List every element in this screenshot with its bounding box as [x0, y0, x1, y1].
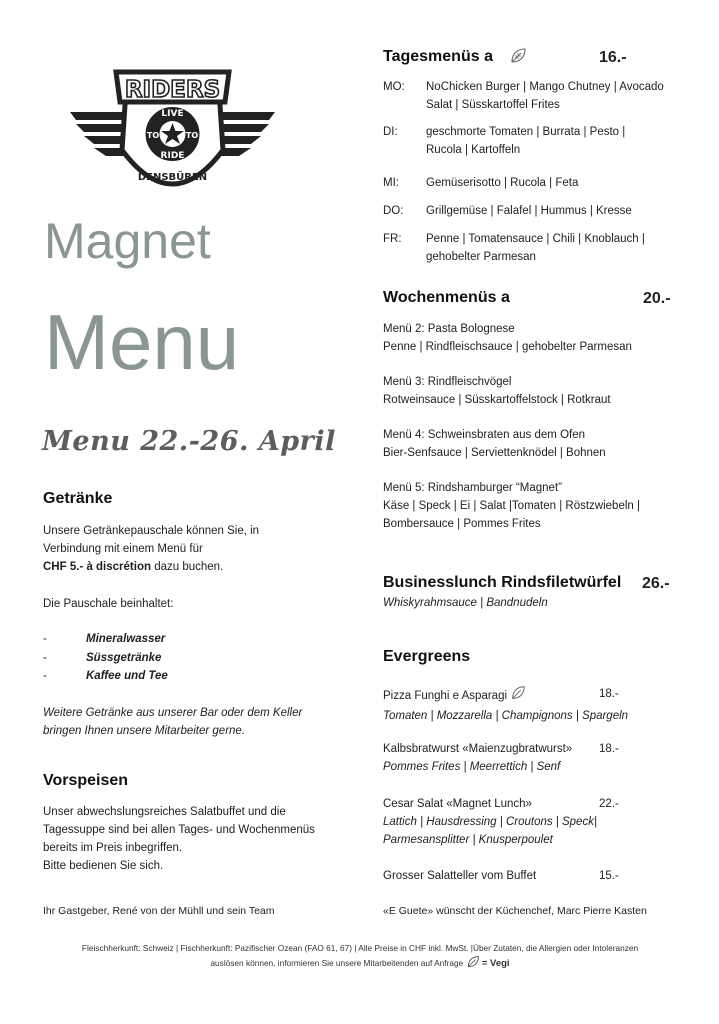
weekly-menu-title: Menü 3: Rindfleischvögel [383, 376, 512, 388]
weekly-menu-desc: Bier-Senfsauce | Serviettenknödel | Bohnen [383, 447, 606, 459]
drinks-list [43, 630, 293, 686]
day-dish-line: Grillgemüse | Falafel | Hummus | Kresse [426, 205, 632, 217]
weekly-menu-title: Menü 4: Schweinsbraten aus dem Ofen [383, 429, 586, 441]
footer-line-2: auslösen können, informieren Sie unsere Mitarbeitenden auf Anfrage [210, 958, 464, 969]
chef-line: «E Guete» wünscht der Küchenchef, Marc Pierre Kasten [383, 905, 647, 917]
evergreen-price: 18.- [599, 743, 619, 755]
drinks-intro [43, 522, 343, 576]
logo-slogan-left: TO [146, 131, 160, 140]
weekly-menu-desc: Rotweinsauce | Süsskartoffelstock | Rotkraut [383, 394, 611, 406]
title-menu: Menu [44, 298, 240, 386]
daily-price: 16.- [599, 49, 627, 66]
day-dish-line: geschmorte Tomaten | Burrata | Pesto | [426, 126, 626, 138]
day-dish-line: Gemüserisotto | Rucola | Feta [426, 177, 579, 189]
weekly-menu-desc: Penne | Rindfleischsauce | gehobelter Parmesan [383, 341, 632, 353]
weekly-menu [383, 426, 703, 462]
list-dash: - [43, 651, 47, 664]
footer-line-2-wrap [30, 955, 690, 973]
menu-dates: Menu 22.-26. April [42, 426, 336, 457]
drinks-intro-line-1: Unsere Getränkepauschale können Sie, in [43, 525, 260, 537]
drinks-heading: Getränke [43, 490, 113, 507]
title-magnet: Magnet [44, 213, 211, 269]
evergreen-item [383, 740, 703, 776]
list-item [43, 649, 293, 668]
drinks-note-line-2: bringen Ihnen unsere Mitarbeiter gerne. [43, 725, 246, 737]
logo-brand-text: RIDERS [124, 77, 221, 103]
drinks-price: CHF 5.- à discrétion [43, 561, 151, 573]
day-dish-line: Penne | Tomatensauce | Chili | Knoblauch | [426, 233, 645, 245]
day-dish [426, 231, 686, 266]
day-dish [426, 203, 686, 221]
leaf-icon [510, 685, 526, 707]
day-dish-line: Salat | Süsskartoffel Frites [426, 98, 560, 111]
drinks-price-rest: dazu buchen. [151, 561, 224, 573]
day-label: DI: [383, 126, 398, 138]
riders-logo [70, 50, 275, 210]
day-dish [426, 124, 686, 159]
day-label: MI: [383, 177, 399, 189]
weekly-heading: Wochenmenüs a [383, 289, 510, 306]
logo-slogan-top: LIVE [161, 109, 184, 119]
vegi-legend: = Vegi [481, 958, 510, 970]
drinks-item-label: Mineralwasser [86, 633, 166, 645]
day-label: FR: [383, 233, 402, 245]
list-item [43, 630, 293, 649]
evergreen-item [383, 685, 703, 725]
list-dash: - [43, 633, 47, 645]
logo-place: DENSBÜREN [137, 172, 208, 183]
evergreen-item [383, 867, 703, 885]
drinks-item-label: Kaffee und Tee [86, 670, 168, 682]
evergreen-name: Grosser Salatteller vom Buffet [383, 870, 537, 882]
evergreen-item [383, 795, 703, 849]
evergreen-price: 15.- [599, 870, 619, 882]
evergreen-desc: Pommes Frites | Meerrettich | Senf [383, 761, 561, 773]
drinks-item-label: Süssgetränke [86, 651, 162, 664]
day-dish [426, 175, 686, 193]
business-desc: Whiskyrahmsauce | Bandnudeln [383, 597, 548, 609]
evergreen-desc: Parmesansplitter | Knusperpoulet [383, 834, 553, 846]
day-dish-line: Rucola | Kartoffeln [426, 143, 521, 156]
footer-note [30, 941, 690, 973]
list-dash: - [43, 670, 47, 682]
daily-heading: Tagesmenüs a [383, 48, 493, 65]
day-label: DO: [383, 205, 404, 217]
evergreen-name-line [383, 685, 703, 707]
starters-heading: Vorspeisen [43, 772, 129, 789]
weekly-menu-title: Menü 2: Pasta Bolognese [383, 323, 515, 335]
evergreen-price: 18.- [599, 688, 619, 700]
leaf-icon [466, 955, 480, 973]
business-price: 26.- [642, 575, 670, 592]
evergreen-name: Pizza Funghi e Asparagi [383, 690, 508, 703]
day-dish-line: gehobelter Parmesan [426, 250, 536, 263]
day-dish [426, 79, 686, 114]
evergreen-price: 22.- [599, 798, 619, 810]
weekly-menu [383, 373, 703, 409]
logo-slogan-bottom: RIDE [160, 151, 185, 161]
day-dish-line: NoChicken Burger | Mango Chutney | Avocado [426, 81, 664, 93]
leaf-icon [509, 47, 527, 70]
drinks-price-line [43, 558, 343, 576]
starters-line: Bitte bedienen Sie sich. [43, 860, 164, 872]
host-line: Ihr Gastgeber, René von der Mühll und sein Team [43, 905, 275, 917]
weekly-menu-desc: Käse | Speck | Ei | Salat |Tomaten | Röstzwiebeln | [383, 500, 640, 512]
starters-line: Tagessuppe sind bei allen Tages- und Wochenmenüs [43, 824, 315, 836]
list-item [43, 667, 293, 686]
logo-emblem [70, 50, 275, 210]
evergreen-desc: Lattich | Hausdressing | Croutons | Speck| [383, 816, 597, 828]
starters-line: Unser abwechslungsreiches Salatbuffet und die [43, 806, 286, 818]
drinks-includes: Die Pauschale beinhaltet: [43, 598, 174, 610]
drinks-intro-line-2: Verbindung mit einem Menü für [43, 543, 203, 555]
evergreen-desc: Tomaten | Mozzarella | Champignons | Spargeln [383, 710, 629, 722]
drinks-note [43, 704, 353, 740]
weekly-price: 20.- [643, 290, 671, 307]
logo-slogan-right: TO [185, 131, 199, 140]
evergreen-name: Kalbsbratwurst «Maienzugbratwurst» [383, 743, 573, 755]
drinks-note-line-1: Weitere Getränke aus unserer Bar oder dem Keller [43, 707, 303, 719]
weekly-menu-desc: Bombersauce | Pommes Frites [383, 518, 541, 530]
weekly-menu [383, 479, 703, 533]
business-heading: Businesslunch Rindsfiletwürfel [383, 574, 622, 591]
evergreen-name: Cesar Salat «Magnet Lunch» [383, 798, 532, 810]
starters-line: bereits im Preis inbegriffen. [43, 842, 183, 854]
evergreens-heading: Evergreens [383, 648, 471, 665]
weekly-menu-title: Menü 5: Rindshamburger “Magnet” [383, 482, 562, 494]
weekly-menu [383, 320, 703, 356]
day-label: MO: [383, 81, 405, 93]
starters-text [43, 803, 363, 875]
footer-line-1: Fleischherkunft: Schweiz | Fischherkunft: Pazifischer Ozean (FAO 61, 67) | Alle Preise in CHF inkl. MwSt. |Über Zutaten, die Allergien oder Intoleranzen [81, 943, 639, 953]
